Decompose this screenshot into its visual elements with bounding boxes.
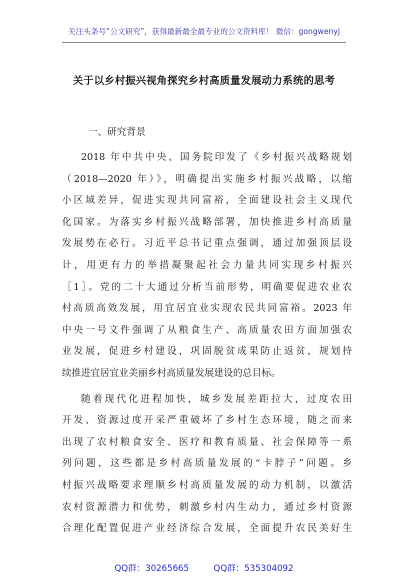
text-line: 列问题，这些都是乡村高质量发展的“卡脖子”问题。乡: [62, 458, 352, 470]
text-line: 开发、资源过度开采严重破坏了乡村生态环境，随之而来: [62, 415, 352, 427]
text-line: 农村资源潜力和优势，刺激乡村内生动力，通过乡村资源: [62, 501, 352, 513]
text-line: 中央一号文件强调了从粮食生产、高质量农田方面加强农: [62, 324, 352, 336]
section-heading: 一、研究背景: [88, 127, 146, 138]
text-line: 合理化配置促进产业经济综合发展，全面提升农民美好生: [62, 523, 352, 535]
document-title: 关于以乡村振兴视角探究乡村高质量发展动力系统的思考: [72, 75, 336, 87]
text-line: 随着现代化进程加快，城乡发展差距拉大，过度农田: [81, 393, 352, 405]
text-line: 出现了农村粮食安全、医疗和教育质量、社会保障等一系: [62, 436, 352, 448]
text-line: 村高质高效发展，用宜居宜业实现农民共同富裕。2023 年: [62, 303, 352, 315]
text-line: 业发展，促进乡村建设，巩固脱贫成果防止返贫，规划持: [62, 346, 352, 358]
text-line: ［1］。党的二十大通过分析当前形势，明确要促进农业农: [62, 281, 352, 293]
document-body: [62, 147, 352, 544]
text-line: 发展势在必行。习近平总书记重点强调，通过加强顶层设: [62, 238, 352, 250]
text-line: 小区域差异，促进实现共同富裕，全面建设社会主义现代: [62, 195, 352, 207]
paragraph: [62, 147, 352, 385]
text-line: 2018 年中共中央、国务院印发了《乡村振兴战略规划: [81, 152, 352, 163]
text-line: 村振兴战略要求理顺乡村高质量发展的动力机制，以激活: [62, 479, 352, 491]
header-divider: [62, 42, 346, 43]
paragraph: [62, 389, 352, 540]
text-line: （2018—2020 年）》，明确提出实施乡村振兴战略，以缩: [62, 173, 352, 185]
text-line: 续推进宜居宜业美丽乡村高质量发展建设的总目标。: [62, 367, 281, 379]
watermark-banner: 关注头条号“公文研究”，获得最新最全最专业的公文资料库！ 微信：gongwenyj: [68, 27, 340, 36]
text-line: 化国家。为落实乡村振兴战略部署，加快推进乡村高质量: [62, 216, 352, 228]
footer-contacts: QQ群：30265665 QQ群：535304092: [114, 564, 294, 574]
text-line: 计，用更有力的举措凝聚起社会力量共同实现乡村振兴: [62, 259, 352, 271]
